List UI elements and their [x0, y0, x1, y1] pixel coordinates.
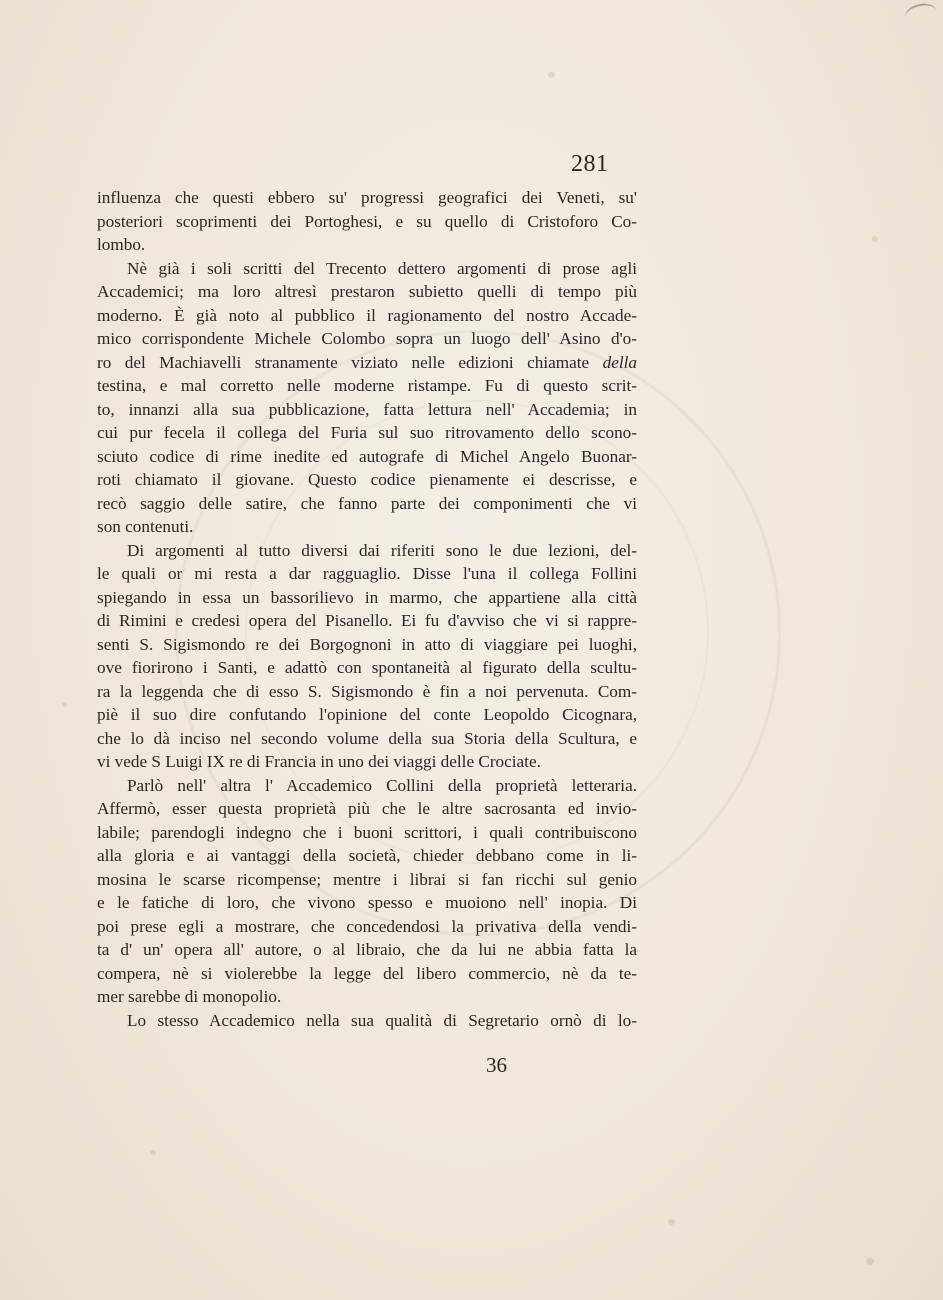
text-line: sciuto codice di rime inedite ed autografe di Michel Angelo Buonar-	[97, 446, 637, 466]
text-line: posteriori scoprimenti dei Portoghesi, e su quello di Cristoforo Co-	[97, 211, 637, 231]
text-line: Nè già i soli scritti del Trecento dettero argomenti di prose agli	[127, 258, 637, 278]
text-line-part: ro del Machiavelli stranamente viziato nelle edizioni chiamate	[97, 352, 590, 372]
text-line: to, innanzi alla sua pubblicazione, fatta lettura nell' Accademia; in	[97, 399, 637, 419]
text-line: Lo stesso Accademico nella sua qualità di Segretario ornò di lo-	[127, 1010, 637, 1030]
corner-pencil-mark	[903, 1, 938, 27]
text-line: mosina le scarse ricompense; mentre i librai si fan ricchi sul genio	[97, 869, 637, 889]
text-line: ta d' un' opera all' autore, o al libraio, che da lui ne abbia fatta la	[97, 940, 637, 959]
text-line: labile; parendogli indegno che i buoni scrittori, i quali contribuiscono	[97, 822, 637, 842]
text-line: ra la leggenda che di esso S. Sigismondo è fin a noi pervenuta. Com-	[97, 681, 637, 701]
text-line: poi prese egli a mostrare, che concedendosi la privativa della vendi-	[97, 916, 637, 936]
text-line: Accademici; ma loro altresì prestaron subietto quelli di tempo più	[97, 282, 637, 301]
foxing-spot	[866, 1258, 874, 1265]
text-line: spiegando in essa un bassorilievo in marmo, che appartiene alla città	[97, 587, 637, 607]
text-line: piè il suo dire confutando l'opinione del conte Leopoldo Cicognara,	[97, 705, 637, 724]
text-line: recò saggio delle satire, che fanno parte dei componimenti che vi	[97, 493, 637, 513]
text-line: che lo dà inciso nel secondo volume della sua Storia della Scultura, e	[97, 728, 637, 748]
text-line: mico corrispondente Michele Colombo sopra un luogo dell' Asino d'o-	[97, 329, 637, 348]
text-line	[97, 351, 637, 375]
foxing-spot	[668, 1219, 675, 1225]
foxing-spot	[150, 1150, 156, 1155]
text-line: ove fiorirono i Santi, e adattò con spontaneità al figurato della scultu-	[97, 658, 637, 677]
text-line: Parlò nell' altra l' Accademico Collini della proprietà letteraria.	[127, 775, 637, 795]
text-line: son contenuti.	[97, 517, 194, 536]
foxing-spot	[872, 236, 878, 242]
foxing-spot	[62, 702, 67, 707]
text-line: alla gloria e ai vantaggi della società, chieder debbano come in li-	[97, 846, 637, 865]
text-line: testina, e mal corretto nelle moderne ristampe. Fu di questo scrit-	[97, 376, 637, 395]
text-line: mer sarebbe di monopolio.	[97, 987, 282, 1006]
italic-text: della	[602, 352, 637, 372]
text-line: e le fatiche di loro, che vivono spesso e muoiono nell' inopia. Di	[97, 893, 637, 912]
text-line: moderno. È già noto al pubblico il ragionamento del nostro Accade-	[97, 305, 637, 325]
page-number: 281	[571, 151, 609, 177]
text-line: compera, nè si violerebbe la legge del libero commercio, nè da te-	[97, 963, 637, 983]
body-text	[97, 186, 637, 1032]
signature-mark: 36	[486, 1053, 507, 1077]
text-line: senti S. Sigismondo re dei Borgognoni in atto di viaggiare pei luoghi,	[97, 634, 637, 654]
text-line: di Rimini e credesi opera del Pisanello. Ei fu d'avviso che vi si rappre-	[97, 611, 637, 630]
foxing-spot	[548, 72, 555, 78]
text-line: influenza che questi ebbero su' progressi geografici dei Veneti, su'	[97, 188, 637, 207]
text-line: le quali or mi resta a dar ragguaglio. Disse l'una il collega Follini	[97, 564, 637, 583]
text-line: roti chiamato il giovane. Questo codice pienamente ei descrisse, e	[97, 470, 637, 489]
text-line: vi vede S Luigi IX re di Francia in uno dei viaggi delle Crociate.	[97, 752, 541, 771]
text-line: cui pur fecela il collega del Furia sul suo ritrovamento dello scono-	[97, 423, 637, 442]
text-line: Affermò, esser questa proprietà più che le altre sacrosanta ed invio-	[97, 799, 637, 818]
text-line: Di argomenti al tutto diversi dai riferiti sono le due lezioni, del-	[127, 540, 637, 560]
text-line: lombo.	[97, 235, 146, 254]
